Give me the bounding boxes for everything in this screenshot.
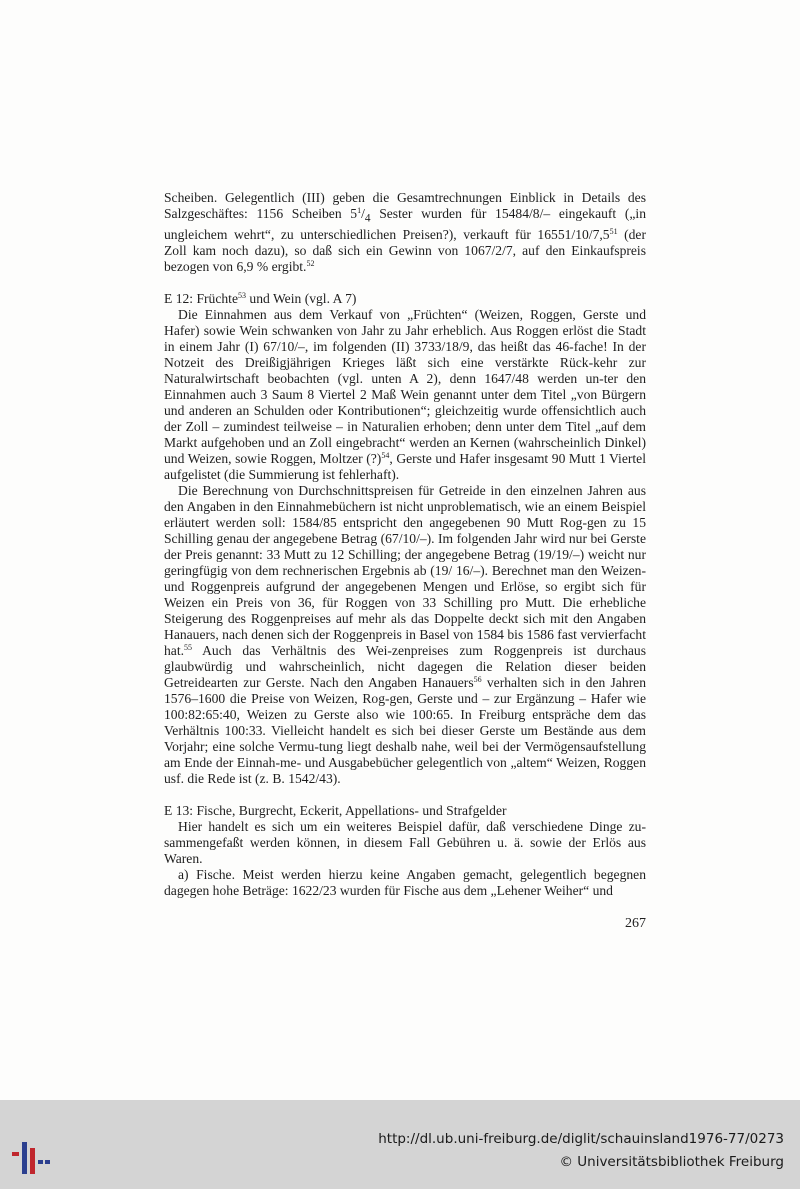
page-text: [164, 190, 646, 899]
paragraph: a) Fische. Meist werden hierzu keine Angaben gemacht, gelegentlich begegnen dagegen hohe Beträge: 1622/23 wurden für Fische aus dem „Lehener Weiher“ und: [164, 866, 646, 898]
ub-freiburg-logo-icon: [12, 1138, 52, 1178]
section-heading: E 13: Fische, Burgrecht, Eckerit, Appellations- und Strafgelder: [164, 802, 507, 818]
section-heading: E 12: Früchte$^{53}$ und Wein (vgl. A 7): [164, 290, 357, 306]
paragraph: Die Einnahmen aus dem Verkauf von „Früchten“ (Weizen, Roggen, Gerste und Hafer) sowie Wein schwanken von Jahr zu Jahr erheblich. Aus Roggen erlöst die Stadt in einem Jahr (I) 67/10/–, im folgenden (II) 3733/18/9, das heißt das 46-fache! In der Notzeit des Dreißigjährigen Krieges läßt sich eine verstärkte Rück-kehr zur Naturalwirtschaft beobachten (vgl. unten A 2), denn 1647/48 werden un-ter den Einnahmen auch 3 Saum 8 Viertel 2 Maß Wein genannt unter dem Titel „von Bürgern und anderen an Schulden oder Kontributionen“; gleichzeitig wurde offensichtlich auch der Zoll – zumindest teilweise – in Naturalien erhoben; denn unter dem Titel „auf dem Markt aufgehoben und an Zoll eingebracht“ werden an Kernen (wahrscheinlich Dinkel) und Weizen, sowie Roggen, Moltzer (?)$^{54}$, Gerste und Hafer insgesamt 90 Mutt 1 Viertel aufgelistet (die Summierung ist fehlerhaft).: [164, 306, 646, 482]
paragraph: Die Berechnung von Durchschnittspreisen für Getreide in den einzelnen Jahren aus den Angaben in den Einnahmebüchern ist nicht unproblematisch, wie an einem Beispiel erläutert werden soll: 1584/85 entspricht den angegebenen 90 Mutt Rog-gen zu 15 Schilling genau der angegebene Betrag (67/10/–). Im folgenden Jahr wird nur bei Gerste der Preis genannt: 33 Mutt zu 12 Schilling; der angegebene Betrag (19/19/–) weicht nur geringfügig von dem rechnerischen Ergebnis ab (19/ 16/–). Berechnet man den Weizen- und Roggenpreis aufgrund der angegebenen Mengen und Erlöse, so ergibt sich für Weizen ein Preis von 36, für Roggen von 33 Schilling pro Mutt. Die erhebliche Steigerung des Roggenpreises auf mehr als das Doppelte deckt sich mit den Angaben Hanauers, nach denen sich der Roggenpreis in Basel von 1584 bis 1586 fast vervierfacht hat.$^{55}$ Auch das Verhältnis des Wei-zenpreises zum Roggenpreis ist durchaus glaubwürdig und wahrscheinlich, nicht dagegen die Relation dieser beiden Getreidearten zur Gerste. Nach den Angaben Hanauers$^{56}$ verhalten sich in den Jahren 1576–1600 die Preise von Weizen, Rog-gen, Gerste und – zur Ergänzung – Hafer wie 100:82:65:40, Weizen zu Gerste also wie 100:65. In Freiburg entspräche dem das Verhältnis 100:33. Vielleicht handelt es sich bei dieser Gerste um Bestände aus dem Vorjahr; eine solche Vermu-tung liegt deshalb nahe, weil bei der Vermögensaufstellung am Ende der Einnah-me- und Ausgabebücher gelegentlich von „altem“ Weizen, Roggen usf. die Rede ist (z. B. 1542/43).: [164, 482, 646, 786]
footer-bar: [0, 1100, 800, 1189]
copyright-notice: © Universitätsbibliothek Freiburg: [559, 1154, 784, 1170]
permalink-url[interactable]: http://dl.ub.uni-freiburg.de/diglit/schauinsland1976-77/0273: [378, 1131, 784, 1147]
paragraph: Scheiben. Gelegentlich (III) geben die Gesamtrechnungen Einblick in Details des Salzgeschäftes: 1156 Scheiben $5^1/_4$ Sester wurden für 15484/8/– eingekauft („in ungleichem wehrt“, zu unterschiedlichen Preisen?), verkauft für $16551/10/7,5^{51}$ (der Zoll kam noch dazu), so daß sich ein Gewinn von 1067/2/7, auf den Einkaufspreis bezogen von 6,9 % ergibt.$^{52}$: [164, 190, 646, 274]
page-number: 267: [625, 916, 646, 931]
paragraph: Hier handelt es sich um ein weiteres Beispiel dafür, daß verschiedene Dinge zu-sammengefaßt werden können, in diesem Fall Gebühren u. ä. sowie der Erlös aus Waren.: [164, 818, 646, 866]
